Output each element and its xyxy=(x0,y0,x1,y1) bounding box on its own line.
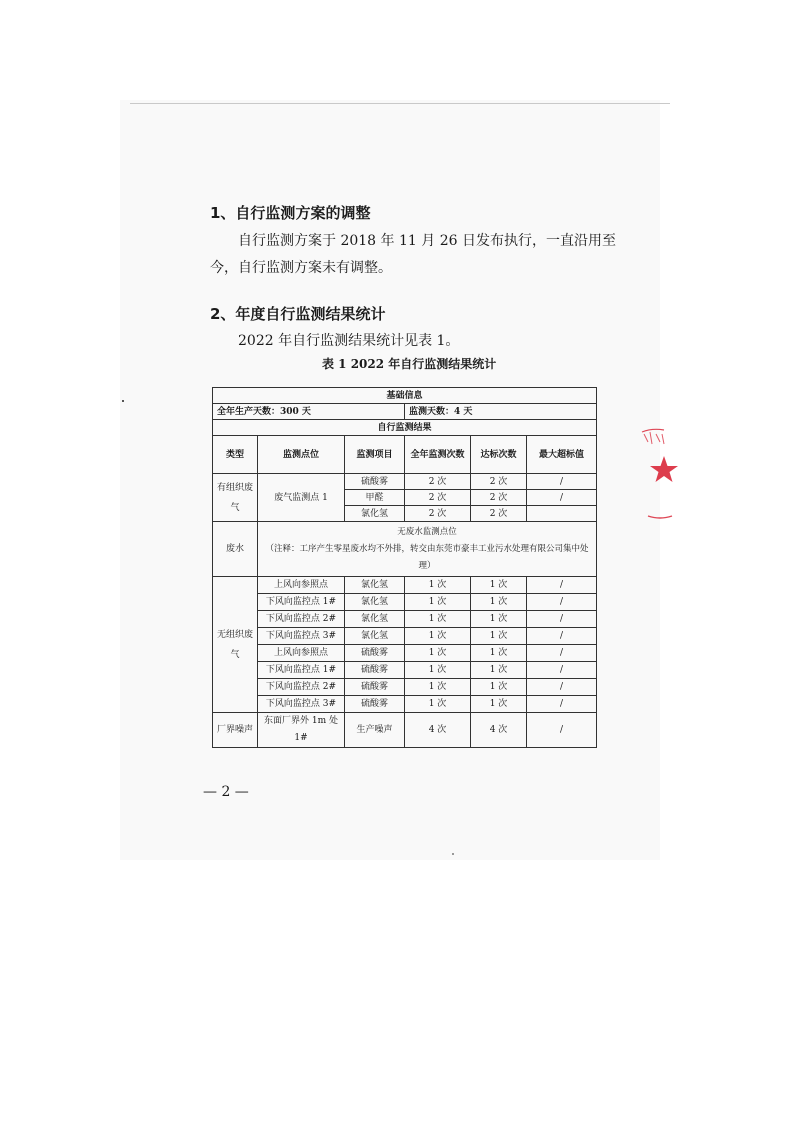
count-cell: 4 次 xyxy=(405,713,471,748)
count-cell: 2 次 xyxy=(405,506,471,522)
ok-cell: 4 次 xyxy=(471,713,527,748)
item-cell: 硫酸雾 xyxy=(345,474,405,490)
ok-cell: 2 次 xyxy=(471,506,527,522)
point-cell: 下风向监控点 2# xyxy=(258,679,345,696)
ok-cell: 1 次 xyxy=(471,628,527,645)
point-cell: 上风向参照点 xyxy=(258,577,345,594)
item-cell: 硫酸雾 xyxy=(345,696,405,713)
table-caption: 表 1 2022 年自行监测结果统计 xyxy=(322,357,497,371)
max-cell: / xyxy=(527,696,597,713)
table-row xyxy=(213,404,597,420)
max-cell xyxy=(527,506,597,522)
scan-top-edge xyxy=(130,103,670,104)
section-1-paragraph-line-1: 自行监测方案于 2018 年 11 月 26 日发布执行，一直沿用至 xyxy=(238,233,616,249)
col-header-annual-count: 全年监测次数 xyxy=(405,436,471,474)
count-cell: 2 次 xyxy=(405,490,471,506)
basic-info-header: 基础信息 xyxy=(213,388,597,404)
monitoring-results-table xyxy=(212,387,597,748)
item-cell: 硫酸雾 xyxy=(345,645,405,662)
max-cell: / xyxy=(527,645,597,662)
table-row xyxy=(213,628,597,645)
ok-cell: 2 次 xyxy=(471,474,527,490)
table-row xyxy=(213,696,597,713)
type-cell-wastewater: 废水 xyxy=(213,522,258,577)
ok-cell: 1 次 xyxy=(471,696,527,713)
table-row xyxy=(213,611,597,628)
col-header-max-exceed: 最大超标值 xyxy=(527,436,597,474)
count-cell: 1 次 xyxy=(405,577,471,594)
count-cell: 1 次 xyxy=(405,662,471,679)
item-cell: 甲醛 xyxy=(345,490,405,506)
max-cell: / xyxy=(527,713,597,748)
count-cell: 1 次 xyxy=(405,645,471,662)
table-row xyxy=(213,474,597,490)
table-row xyxy=(213,594,597,611)
wastewater-none-text: 无废水监测点位 xyxy=(397,526,457,537)
item-cell: 硫酸雾 xyxy=(345,662,405,679)
col-header-type: 类型 xyxy=(213,436,258,474)
count-cell: 1 次 xyxy=(405,611,471,628)
count-cell: 2 次 xyxy=(405,474,471,490)
col-header-item: 监测项目 xyxy=(345,436,405,474)
table-row xyxy=(213,679,597,696)
table-row xyxy=(213,713,597,748)
table-row xyxy=(213,388,597,404)
company-seal-fragment xyxy=(640,422,680,522)
table-row xyxy=(213,645,597,662)
wastewater-note-cell xyxy=(258,522,597,577)
table-row xyxy=(213,662,597,679)
item-cell: 硫酸雾 xyxy=(345,679,405,696)
type-cell-unorganized: 无组织废气 xyxy=(213,577,258,713)
col-header-compliant-count: 达标次数 xyxy=(471,436,527,474)
table-row xyxy=(213,420,597,436)
monitoring-days-cell: 监测天数：4 天 xyxy=(405,404,597,420)
ok-cell: 1 次 xyxy=(471,594,527,611)
item-cell: 氯化氢 xyxy=(345,628,405,645)
point-cell-organized: 废气监测点 1 xyxy=(258,474,345,522)
section-2-heading: 2、年度自行监测结果统计 xyxy=(210,305,386,323)
wastewater-annotation: （注释：工序产生零星废水均不外排，转交由东莞市豪丰工业污水处理有限公司集中处理） xyxy=(265,543,589,571)
point-cell: 下风向监控点 1# xyxy=(258,662,345,679)
max-cell: / xyxy=(527,628,597,645)
page-number: — 2 — xyxy=(203,784,249,800)
max-cell: / xyxy=(527,611,597,628)
item-cell: 生产噪声 xyxy=(345,713,405,748)
type-cell-noise: 厂界噪声 xyxy=(213,713,258,748)
max-cell: / xyxy=(527,662,597,679)
point-cell: 下风向监控点 2# xyxy=(258,611,345,628)
ok-cell: 1 次 xyxy=(471,577,527,594)
ok-cell: 1 次 xyxy=(471,611,527,628)
item-cell: 氯化氢 xyxy=(345,506,405,522)
point-cell: 下风向监控点 3# xyxy=(258,628,345,645)
max-cell: / xyxy=(527,594,597,611)
max-cell: / xyxy=(527,577,597,594)
max-cell: / xyxy=(527,679,597,696)
col-header-point: 监测点位 xyxy=(258,436,345,474)
scan-speck xyxy=(122,400,124,402)
count-cell: 1 次 xyxy=(405,628,471,645)
table-header-row xyxy=(213,436,597,474)
ok-cell: 1 次 xyxy=(471,679,527,696)
section-1-paragraph-line-2: 今，自行监测方案未有调整。 xyxy=(210,260,392,276)
point-cell: 下风向监控点 3# xyxy=(258,696,345,713)
item-cell: 氯化氢 xyxy=(345,611,405,628)
table-row xyxy=(213,522,597,577)
type-cell-organized: 有组织废气 xyxy=(213,474,258,522)
production-days-cell: 全年生产天数：300 天 xyxy=(213,404,405,420)
ok-cell: 2 次 xyxy=(471,490,527,506)
scan-speck xyxy=(452,853,454,855)
table-row xyxy=(213,577,597,594)
count-cell: 1 次 xyxy=(405,696,471,713)
item-cell: 氯化氢 xyxy=(345,594,405,611)
ok-cell: 1 次 xyxy=(471,645,527,662)
results-header: 自行监测结果 xyxy=(213,420,597,436)
item-cell: 氯化氢 xyxy=(345,577,405,594)
max-cell: / xyxy=(527,490,597,506)
seal-star-icon xyxy=(650,456,678,482)
max-cell: / xyxy=(527,474,597,490)
point-cell: 上风向参照点 xyxy=(258,645,345,662)
count-cell: 1 次 xyxy=(405,594,471,611)
section-1-heading: 1、自行监测方案的调整 xyxy=(210,204,371,222)
point-cell-noise: 东面厂界外 1m 处 1# xyxy=(258,713,345,748)
ok-cell: 1 次 xyxy=(471,662,527,679)
section-2-paragraph: 2022 年自行监测结果统计见表 1。 xyxy=(238,333,460,349)
point-cell: 下风向监控点 1# xyxy=(258,594,345,611)
count-cell: 1 次 xyxy=(405,679,471,696)
